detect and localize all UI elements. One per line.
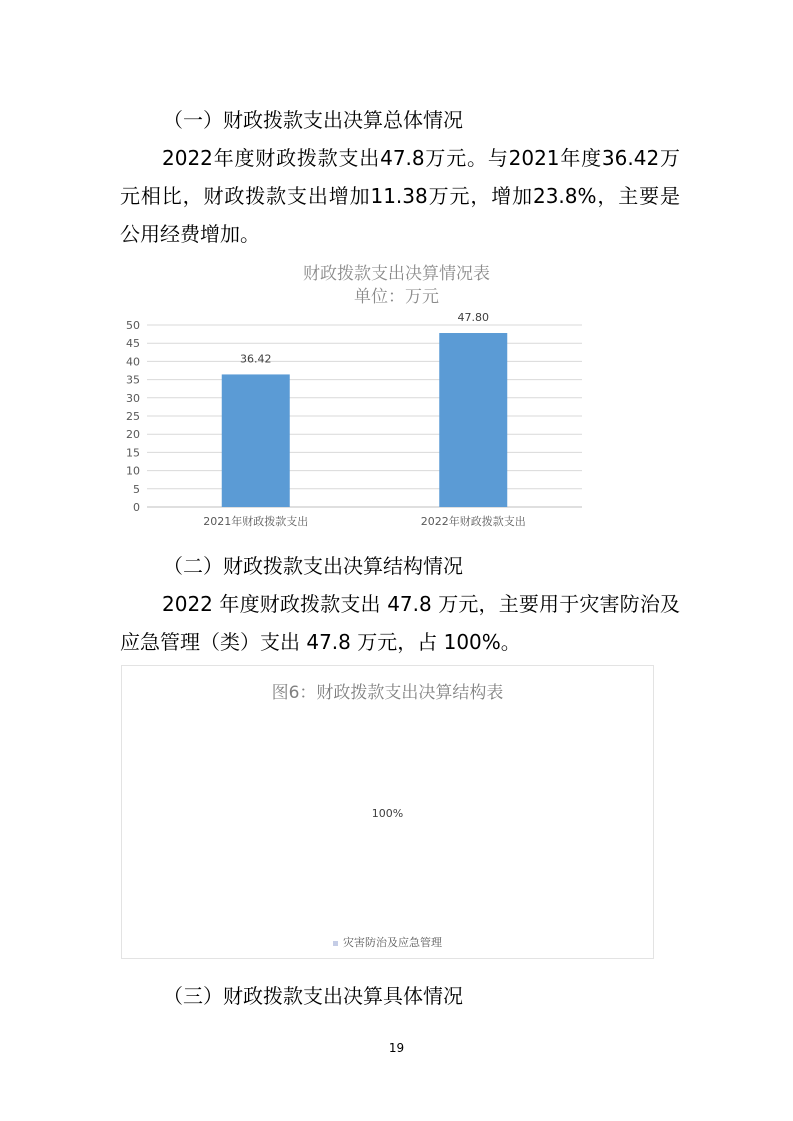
x-tick-label: 2022年财政拨款支出 <box>420 515 526 528</box>
section3-heading: （三）财政拨款支出决算具体情况 <box>163 984 463 1008</box>
section1-paragraph: 2022年度财政拨款支出47.8万元。与2021年度36.42万元相比，财政拨款支出增加11.38万元，增加23.8%，主要是公用经费增加。 <box>120 146 680 246</box>
chart1-subtitle: 单位：万元 <box>354 287 439 307</box>
y-tick-label: 25 <box>126 410 140 423</box>
data-label: 47.80 <box>457 311 489 325</box>
section2-paragraph: 2022 年度财政拨款支出 47.8 万元，主要用于灾害防治及应急管理（类）支出 47.8 万元，占 100%。 <box>120 592 680 654</box>
pie-chart <box>121 665 654 959</box>
bar-grid <box>147 325 582 507</box>
pie-legend <box>122 934 653 950</box>
bar <box>222 374 290 507</box>
legend-swatch <box>333 941 338 946</box>
y-tick-label: 30 <box>126 391 140 405</box>
y-tick-label: 15 <box>126 446 140 460</box>
section2-heading: （二）财政拨款支出决算结构情况 <box>163 554 463 578</box>
x-tick-label: 2021年财政拨款支出 <box>203 515 309 528</box>
y-tick-label: 40 <box>126 355 140 369</box>
y-tick-label: 5 <box>133 482 140 496</box>
pie-chart-title: 图6：财政拨款支出决算结构表 <box>271 683 504 703</box>
y-tick-label: 0 <box>133 501 140 514</box>
y-tick-label: 50 <box>126 319 140 332</box>
bar-marks <box>222 311 508 507</box>
bar-y-ticks <box>126 319 140 514</box>
bar-chart <box>0 0 793 545</box>
y-tick-label: 20 <box>126 428 140 442</box>
page-number: 19 <box>388 1041 405 1055</box>
pie-data-label: 100% <box>371 807 404 820</box>
section1-heading: （一）财政拨款支出决算总体情况 <box>163 108 463 132</box>
y-tick-label: 35 <box>126 373 140 387</box>
chart1-title: 财政拨款支出决算情况表 <box>303 264 490 284</box>
data-label: 36.42 <box>240 352 272 366</box>
bar <box>439 333 507 507</box>
bar-x-labels <box>203 514 526 528</box>
y-tick-label: 10 <box>126 464 140 478</box>
legend-label: 灾害防治及应急管理 <box>343 936 442 949</box>
y-tick-label: 45 <box>126 337 140 351</box>
